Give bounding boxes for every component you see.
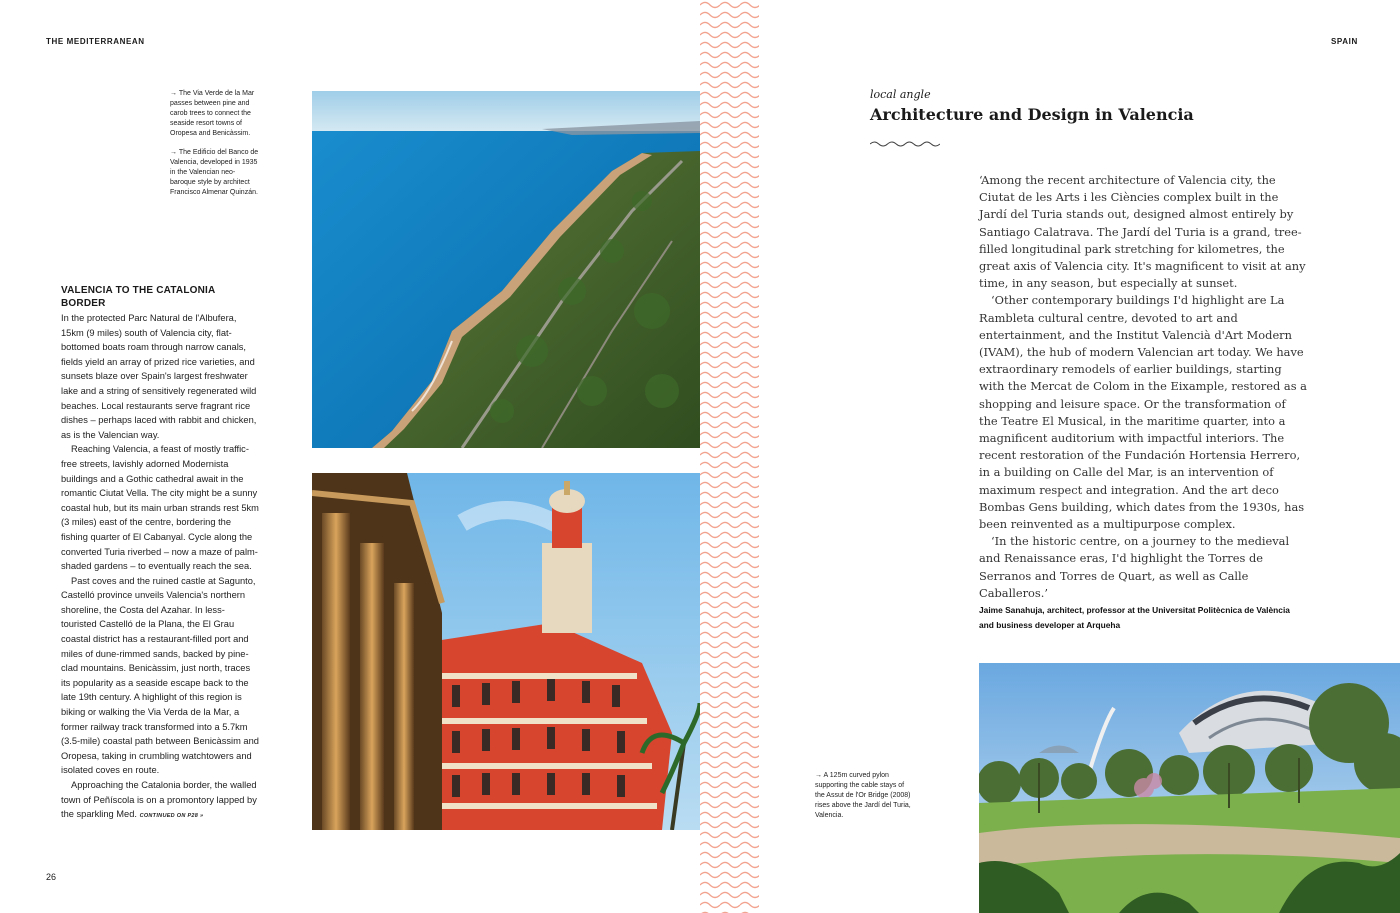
- left-paragraph-2: Reaching Valencia, a feast of mostly traffic-free streets, lavishly adorned Modernista buildings and a Gothic cathedral await in the romantic Ciutat Vella. The city might be a sunny coastal hub, but its main urban strands rest 5km (3 miles) east of the centre, bordering the fishing quarter of El Cabanyal. Cycle along the converted Turia riverbed – now a maze of palm-shaded gardens – to eventually reach the sea.: [61, 444, 259, 572]
- caption-via-verde: → The Via Verde de la Mar passes between pine and carob trees to connect the seaside resort towns of Oropesa and Benicàssim.: [170, 90, 255, 137]
- coastline-aerial-photo: [312, 91, 700, 448]
- right-paragraph-2: ‘Other contemporary buildings I'd highlight are La Rambleta cultural centre, devoted to art and entertainment, and the Institut Valencià d'Art Modern (IVAM), the hub of modern Valencian art today. We have extraordinary remodels of earlier buildings, starting with the Mercat de Colom in the Eixample, restored as a shopping and leisure space. Or the transformation of the Teatre El Musical, in the maritime quarter, into a magnificent auditorium with impactful interiors. The recent restoration of the Fundación Hortensia Herrero, in a building on Calle del Mar, is an intervention of maximum respect and integration. And the art deco Bombas Gens building, which dates from the 1930s, has been reinvented as a multipurpose complex.: [979, 293, 1307, 532]
- right-caption: [815, 771, 911, 830]
- continued-link[interactable]: CONTINUED ON P28 »: [139, 813, 204, 820]
- left-captions: [170, 89, 260, 207]
- article-title: Architecture and Design in Valencia: [870, 105, 1194, 124]
- left-article: [61, 284, 259, 824]
- title-wave-rule: [870, 135, 940, 143]
- left-running-head: THE MEDITERRANEAN: [46, 37, 145, 46]
- right-paragraph-3: ‘In the historic centre, on a journey to the medieval and Renaissance eras, I'd highlight the Torres de Serranos and Torres de Quart, as well as Calle Caballeros.’: [979, 534, 1290, 600]
- wave-divider: [700, 0, 759, 913]
- left-paragraph-1: In the protected Parc Natural de l'Albufera, 15km (9 miles) south of Valencia city, flat-bottomed boats roam through narrow canals, fields yield an array of prized rice varieties, and sunsets blaze over Spain's largest freshwater lake and a string of sensitively regenerated wild beaches. Local restaurants serve fragrant rice dishes – perhaps laced with rabbit and chicken, as is the Valencian way.: [61, 313, 257, 440]
- right-body: [979, 172, 1307, 633]
- banco-de-valencia-photo: [312, 473, 700, 830]
- left-page-number: 26: [46, 872, 57, 882]
- caption-banco-valencia: → The Edificio del Banco de Valencia, developed in 1935 in the Valencian neo-baroque style by architect Francisco Almenar Quinzán.: [170, 149, 259, 196]
- left-paragraph-3: Past coves and the ruined castle at Sagunto, Castelló province unveils Valencia's northern shoreline, the Costa del Azahar. In less-touristed Castelló de la Plana, the El Grau coastal district has a restaurant-filled port and miles of dune-rimmed sands, backed by pine-clad mountains. Benicàssim, just north, traces its popularity as a seaside escape back to the late 19th century. A highlight of this region is biking or walking the Via Verda de la Mar, a former railway track transformed into a 5.7km (3.5-mile) coastal path between Benicàssim and Oropesa, taking in crumbling watchtowers and isolated coves en route.: [61, 575, 259, 776]
- left-paragraph-4: [61, 778, 259, 824]
- right-paragraph-1: ‘Among the recent architecture of Valencia city, the Ciutat de les Arts i les Ciències complex built in the Jardí del Turia stands out, designed almost entirely by Santiago Calatrava. The Jardí del Turia is a grand, tree-filled longitudinal park stretching for kilometres, the great axis of Valencia city. It's magnificent to visit at any time, in any season, but especially at sunset.: [979, 173, 1306, 291]
- caption-assut-bridge: → A 125m curved pylon supporting the cable stays of the Assut de l'Or Bridge (2008) rises above the Jardí del Turia, Valencia.: [815, 772, 911, 819]
- left-paragraph-4-text: Approaching the Catalonia border, the walled town of Peñíscola is on a promontory lapped by the sparkling Med.: [61, 780, 257, 820]
- jardi-del-turia-photo: [979, 663, 1400, 913]
- quote-attribution: Jaime Sanahuja, architect, professor at the Universitat Politècnica de València and business developer at Arqueha: [979, 605, 1290, 631]
- kicker: local angle: [870, 88, 931, 101]
- section-heading: VALENCIA TO THE CATALONIA BORDER: [61, 285, 216, 309]
- left-body: [61, 311, 259, 824]
- right-running-head: SPAIN: [1331, 37, 1358, 46]
